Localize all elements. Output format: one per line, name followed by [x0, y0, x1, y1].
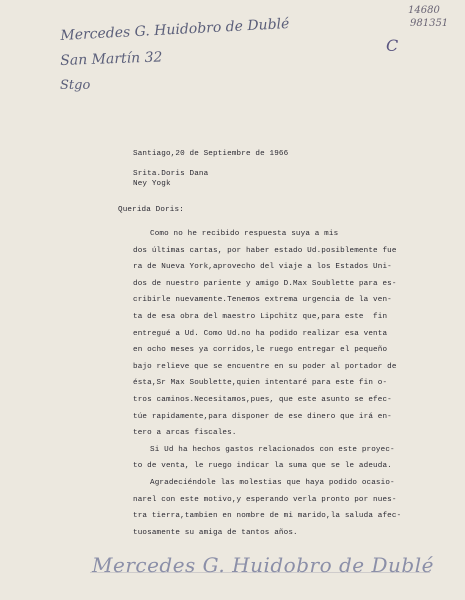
recipient-name: Srita.Doris Dana — [133, 170, 209, 178]
body-line: tros caminos.Necesitamos,pues, que este asunto se efec- — [133, 395, 392, 404]
body-line: ta de esa obra del maestro Lipchitz que,para este fin — [133, 312, 388, 321]
body-line: Como no he recibido respuesta suya a mis — [150, 230, 339, 238]
body-line: túe rapidamente,para disponer de ese dinero que irá en- — [133, 412, 392, 421]
archive-mark: C — [386, 36, 399, 55]
body-line: tuosamente su amiga de tantos años. — [133, 528, 298, 537]
body-line: bajo relieve que se encuentre en su poder al portador de — [133, 362, 397, 371]
archive-code-1: 14680 — [408, 5, 440, 16]
body-line: Si Ud ha hechos gastos relacionados con este proyec- — [150, 445, 395, 454]
recipient-city: Ney Yogk — [133, 180, 171, 188]
letter-body — [133, 226, 401, 541]
sender-street-handwritten: San Martín 32 — [60, 49, 163, 69]
body-line: dos de nuestro pariente y amigo D.Max Soublette para es- — [133, 279, 397, 288]
signature: Mercedes G. Huidobro de Dublé — [92, 553, 434, 577]
body-line: ésta,Sr Max Soublette,quien intentaré para este fin o- — [133, 379, 388, 388]
body-line: dos últimas cartas, por haber estado Ud.posiblemente fue — [133, 246, 397, 255]
body-line: narel con este motivo,y esperando verla pronto por nues- — [133, 495, 397, 504]
body-line: entregué a Ud. Como Ud.no ha podido realizar esa venta — [133, 329, 388, 338]
sender-name-handwritten: Mercedes G. Huidobro de Dublé — [60, 16, 290, 44]
body-line: en ocho meses ya corridos,le ruego entregar el pequeño — [133, 346, 388, 355]
sender-city-handwritten: Stgo — [60, 78, 91, 93]
letter-date: Santiago,20 de Septiembre de 1966 — [133, 150, 289, 158]
body-line: Agradeciéndole las molestias que haya podido ocasio- — [150, 478, 395, 487]
body-line: tero a arcas fiscales. — [133, 429, 237, 438]
body-line: to de venta, le ruego indicar la suma que se le adeuda. — [133, 462, 392, 471]
body-line: cribirle nuevamente.Tenemos extrema urgencia de la ven- — [133, 296, 392, 305]
body-line: ra de Nueva York,aprovecho del viaje a los Estados Uni- — [133, 263, 392, 272]
body-line: tra tierra,tambien en nombre de mi marido,la saluda afec- — [133, 512, 402, 521]
salutation: Querida Doris: — [118, 206, 184, 214]
archive-code-2: 981351 — [410, 18, 449, 29]
